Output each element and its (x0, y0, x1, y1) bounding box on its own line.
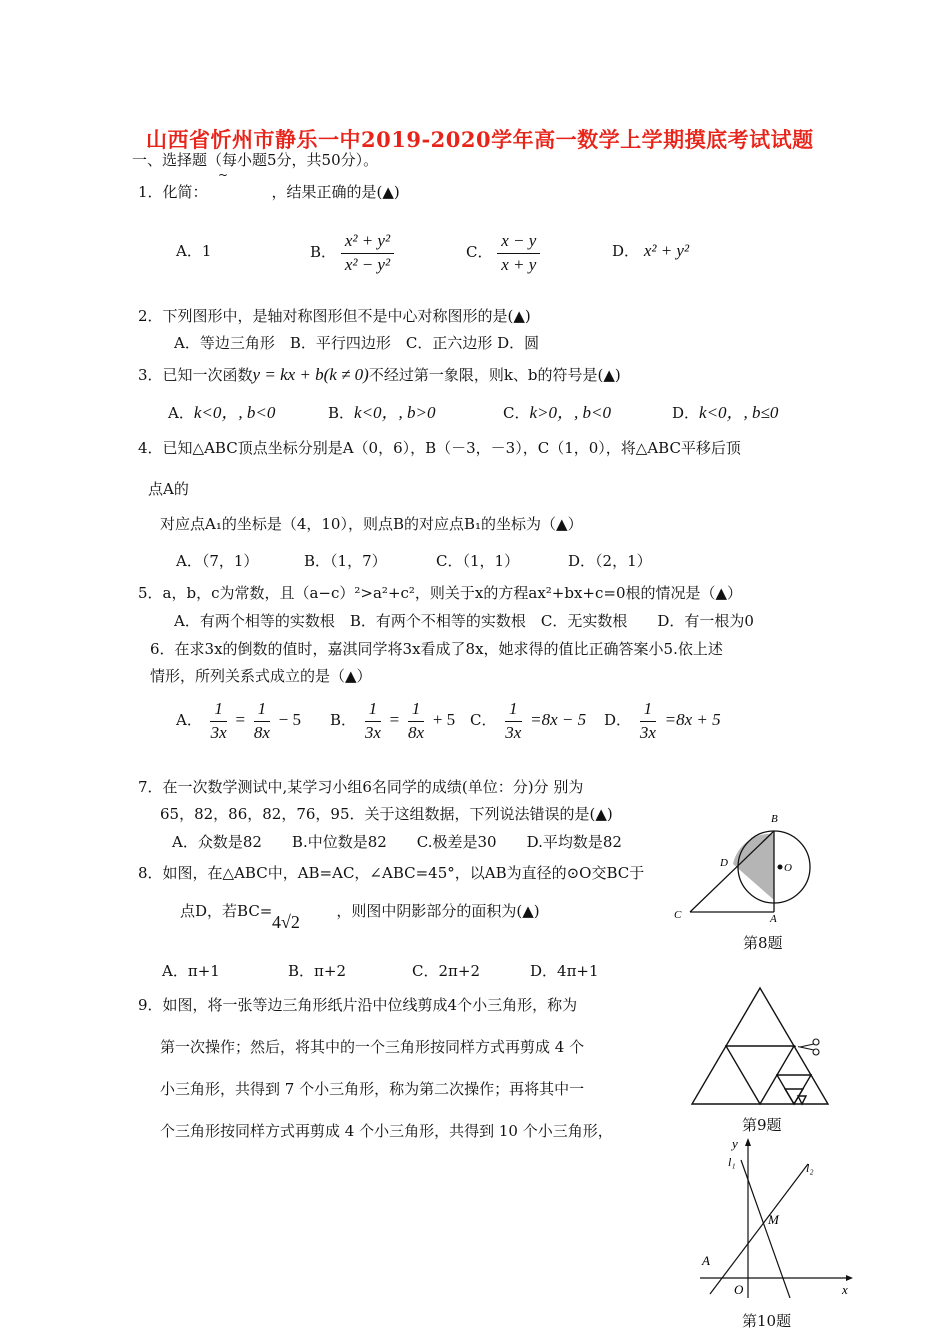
label-o: O (734, 1282, 744, 1297)
q6-line2: 情形，所列关系式成立的是（▲） (150, 667, 372, 685)
q4-option-b: B．（1，7） (304, 552, 387, 570)
section-heading: 一、选择题（每小题5分，共50分）。 (132, 151, 379, 169)
q4-option-c: C．（1，1） (436, 552, 520, 570)
scissors-icon (800, 1039, 819, 1055)
label-m: M (768, 1212, 779, 1227)
q8-option-d: D．4π+1 (530, 962, 599, 980)
q1-stem: 1．化简： ，结果正确的是(▲) (138, 183, 400, 201)
q1-option-d: D． x² + y² (612, 241, 690, 260)
label-d: D (720, 857, 728, 869)
q3-stem: 3．已知一次函数y = kx + b(k ≠ 0)不经过第一象限，则k、b的符号是(▲) (138, 365, 621, 384)
q4-line2: 点A的 (148, 480, 189, 498)
page-title: 山西省忻州市静乐一中2019-2020学年高一数学上学期摸底考试试题 (146, 127, 814, 152)
figure-10 (696, 1132, 856, 1298)
q1-option-c: C． $\frac{x - y}{x + y}$ (466, 232, 540, 274)
q4-line3: 对应点A₁的坐标是（4，10），则点B的对应点B₁的坐标为（▲） (160, 515, 583, 533)
q3-option-d: D．k<0，, b≤0 (672, 403, 779, 422)
q5-options: A．有两个相等的实数根 B．有两个不相等的实数根 C．无实数根 D．有一根为0 (174, 612, 754, 630)
q6-option-b: B． $\frac{1}{3x}$ = $\frac{1}{8x}$ + 5 (330, 699, 456, 742)
figure-8-caption: 第8题 (743, 934, 783, 952)
q8-option-b: B．π+2 (288, 962, 346, 980)
q8-line1: 8．如图，在△ABC中，AB=AC，∠ABC=45°，以AB为直径的⊙O交BC于 (138, 864, 645, 882)
q3-option-b: B．k<0，, b>0 (328, 403, 436, 422)
q6-line1: 6．在求3x的倒数的值时，嘉淇同学将3x看成了8x，她求得的值比正确答案小5.依上述 (150, 640, 723, 658)
q5-stem: 5．a，b，c为常数，且（a−c）²>a²+c²，则关于x的方程ax²+bx+c=0根的情况是（▲） (138, 584, 743, 602)
figure-9 (688, 984, 836, 1110)
q3-option-a: A．k<0，, b<0 (168, 403, 276, 422)
q9-line3: 小三角形，共得到 7 个小三角形，称为第二次操作；再将其中一 (160, 1080, 585, 1098)
label-l1: l₁ (728, 1155, 736, 1169)
q7-options: A．众数是82 B.中位数是82 C.极差是30 D.平均数是82 (172, 833, 622, 851)
label-o: O (784, 862, 792, 874)
q9-line4: 个三角形按同样方式再剪成 4 个小三角形，共得到 10 个小三角形， (160, 1122, 613, 1140)
q1-option-b: B． $\frac{\text{x² + y²}}{\text{x² − y²}}$ (310, 232, 394, 274)
figure-8 (668, 808, 818, 924)
q8-option-c: C．2π+2 (412, 962, 480, 980)
q4-option-a: A．（7，1） (176, 552, 259, 570)
q1-tilde: ~ (218, 168, 229, 182)
label-b: B (771, 813, 778, 825)
label-l2: l₂ (806, 1161, 814, 1175)
q6-option-a: A． $\frac{1}{3x}$ = $\frac{1}{8x}$ − 5 (176, 699, 301, 742)
figure-10-caption: 第10题 (742, 1312, 792, 1330)
q9-line1: 9．如图，将一张等边三角形纸片沿中位线剪成4个小三角形，称为 (138, 996, 578, 1014)
q3-option-c: C．k>0，, b<0 (503, 403, 611, 422)
label-a: A (770, 913, 777, 924)
shaded-region (733, 834, 774, 900)
q6-option-c: C． $\frac{1}{3x}$ =8x − 5 (470, 699, 587, 742)
label-c: C (674, 909, 682, 921)
q4-option-d: D．（2，1） (568, 552, 652, 570)
label-x: x (842, 1282, 848, 1297)
q1-option-a: A．1 (176, 242, 212, 260)
q9-line2: 第一次操作；然后，将其中的一个三角形按同样方式再剪成 4 个 (160, 1038, 585, 1056)
q8-line2: 点D，若BC= ，则图中阴影部分的面积为(▲) (180, 902, 540, 920)
q8-option-a: A．π+1 (162, 962, 220, 980)
figure-9-caption: 第9题 (742, 1116, 782, 1134)
q7-line1: 7．在一次数学测试中,某学习小组6名同学的成绩(单位：分)分 别为 (138, 778, 584, 796)
center-point (778, 865, 783, 870)
label-y: y (732, 1136, 738, 1151)
label-a: A (702, 1253, 710, 1268)
q2-stem: 2．下列图形中，是轴对称图形但不是中心对称图形的是(▲) (138, 307, 531, 325)
q7-line2: 65，82，86，82，76，95．关于这组数据，下列说法错误的是(▲) (160, 805, 613, 823)
q6-option-d: D． $\frac{1}{3x}$ =8x + 5 (604, 699, 721, 742)
q8-sqrt-value: 4√2 (272, 912, 300, 932)
q2-options: A．等边三角形 B．平行四边形 C．正六边形 D．圆 (174, 334, 540, 352)
q4-line1: 4．已知△ABC顶点坐标分别是A（0，6），B（－3，－3），C（1，0），将△ABC平移后顶 (138, 439, 741, 457)
line-l2 (710, 1164, 808, 1294)
